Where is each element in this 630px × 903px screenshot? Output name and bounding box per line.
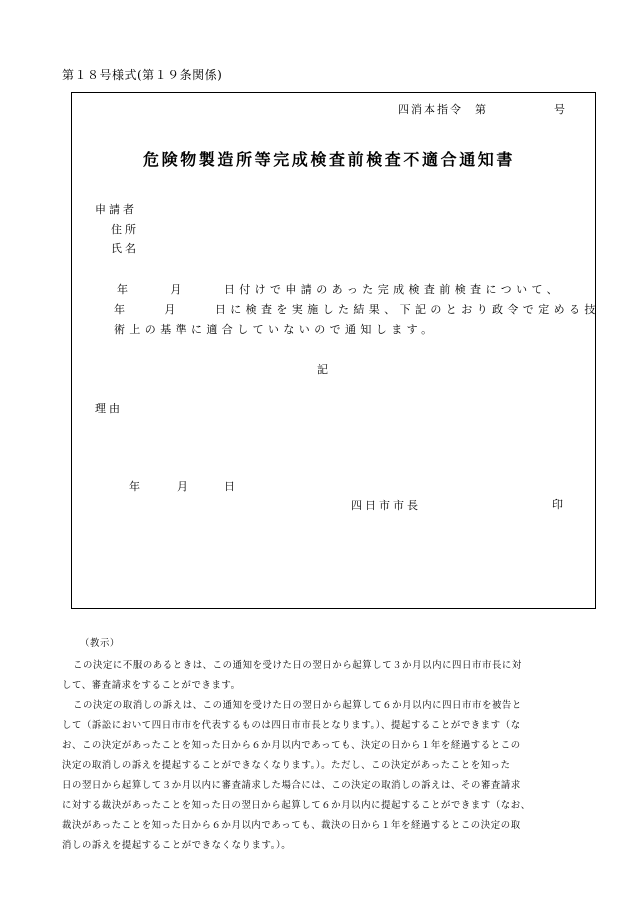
applicant-heading: 申請者 [95, 203, 137, 216]
date-day: 日 [224, 480, 238, 493]
notice-heading: （教示） [80, 638, 120, 649]
seal-mark: 印 [552, 498, 563, 511]
date-year: 年 [129, 480, 143, 493]
reason-label: 理由 [95, 402, 123, 415]
notice-line: 裁決があったことを知った日から６か月以内であっても、裁決の日から１年を経過するとこの決定の取 [62, 820, 521, 831]
notice-line: 日の翌日から起算して３か月以内に審査請求した場合には、この決定の取消しの訴えは、その審査請求 [62, 780, 521, 791]
notice-line: して（訴訟において四日市市を代表するものは四日市市長となります。）、提起することができます（な [62, 720, 521, 731]
body-year-1: 年 [117, 283, 133, 296]
ki-heading: 記 [317, 363, 331, 376]
doc-number-go: 号 [554, 103, 567, 116]
issuer-name: 四日市市長 [351, 499, 421, 512]
body-text-2: 日に検査を実施した結果、下記のとおり政令で定める技 [214, 303, 600, 316]
date-month: 月 [177, 480, 191, 493]
body-text-1: 日付けで申請のあった完成検査前検査について、 [223, 283, 563, 296]
body-line-1 [117, 281, 562, 297]
notice-line: して、審査請求をすることができます。 [62, 680, 241, 691]
body-line-2 [114, 301, 600, 317]
notice-line: 消しの訴えを提起することができなくなります。）。 [62, 840, 292, 851]
notice-line: この決定に不服のあるときは、この通知を受けた日の翌日から起算して３か月以内に四日市市長に対 [73, 660, 522, 671]
doc-number-prefix: 四消本指令 [398, 103, 463, 116]
notice-line: この決定の取消しの訴えは、この通知を受けた日の翌日から起算して６か月以内に四日市市を被告と [73, 700, 522, 711]
form-label: 第１８号様式(第１９条関係) [62, 68, 223, 82]
name-label: 氏名 [111, 242, 139, 255]
body-month-2: 月 [164, 303, 180, 316]
document-title: 危険物製造所等完成検査前検査不適合通知書 [143, 150, 516, 169]
notice-line: 決定の取消しの訴えを提起することができなくなります。）。ただし、この決定があったことを知った [62, 760, 511, 771]
notice-line: に対する裁決があったことを知った日の翌日から起算して６か月以内に提起することができます（なお、 [62, 800, 531, 811]
body-month-1: 月 [170, 283, 186, 296]
address-label: 住所 [111, 223, 139, 236]
doc-number-dai: 第 [475, 103, 488, 116]
document-number [398, 101, 567, 117]
body-line-3: 術上の基準に適合していないので通知します。 [114, 323, 437, 336]
notice-line: お、この決定があったことを知った日から６か月以内であっても、決定の日から１年を経過するとこの [62, 740, 521, 751]
body-year-2: 年 [114, 303, 130, 316]
